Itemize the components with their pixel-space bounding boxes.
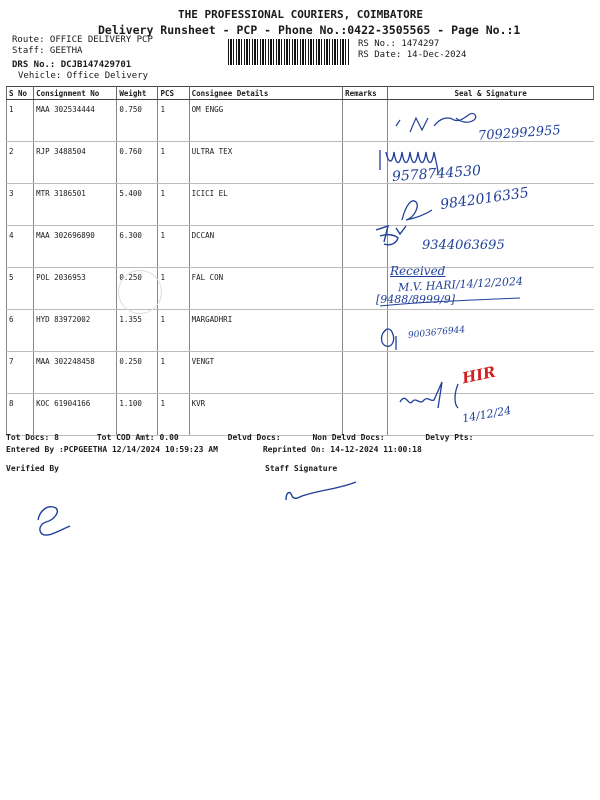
cell-remarks (343, 226, 388, 268)
hw-row2-phone: 9578744530 (391, 162, 482, 186)
rs-number: RS No.: 1474297 (358, 39, 440, 49)
cell-weight: 1.355 (117, 310, 158, 352)
cell-sno: 7 (7, 352, 34, 394)
cell-consignment: RJP 3488504 (34, 142, 117, 184)
hw-row1-phone: 7092992955 (477, 123, 562, 144)
hw-row8-red-mark: HIR (460, 362, 498, 388)
cell-consignment: KOC 61904166 (34, 394, 117, 436)
cell-consignment: POL 2036953 (34, 268, 117, 310)
cell-pcs: 1 (158, 142, 189, 184)
delvy-pts: Delvy Pts: (425, 433, 474, 442)
cell-pcs: 1 (158, 352, 189, 394)
company-name: THE PROFESSIONAL COURIERS, COIMBATORE (178, 8, 424, 21)
cell-weight: 0.760 (117, 142, 158, 184)
cell-remarks (343, 394, 388, 436)
verified-by-label: Verified By (6, 464, 59, 473)
cell-sno: 6 (7, 310, 34, 352)
cell-remarks (343, 142, 388, 184)
hw-row3-phone: 9842016335 (439, 184, 530, 214)
cell-sno: 2 (7, 142, 34, 184)
cell-pcs: 1 (158, 268, 189, 310)
cell-consignment: MTR 3186501 (34, 184, 117, 226)
hw-row4-phone: 9344063695 (422, 238, 505, 253)
hw-row5-number: [9488/8999/9] (376, 293, 455, 306)
cell-pcs: 1 (158, 226, 189, 268)
drs-number: DRS No.: DCJB147429701 (12, 60, 132, 70)
non-delvd-docs: Non Delvd Docs: (312, 433, 385, 442)
cell-sno: 8 (7, 394, 34, 436)
vehicle-label: Vehicle: Office Delivery (18, 71, 149, 81)
col-seal-signature: Seal & Signature (388, 87, 594, 100)
table-row (7, 310, 594, 352)
reprinted-on: Reprinted On: 14-12-2024 11:00:18 (262, 445, 422, 454)
col-consignee: Consignee Details (189, 87, 343, 100)
cell-sno: 3 (7, 184, 34, 226)
runsheet-title: Delivery Runsheet - PCP - Phone No.:0422-3505565 - Page No.:1 (98, 23, 521, 37)
cell-weight: 6.300 (117, 226, 158, 268)
cell-sno: 1 (7, 100, 34, 142)
delvd-docs: Delvd Docs: (227, 433, 281, 442)
tot-cod-amt: Tot COD Amt: 0.00 (96, 433, 179, 442)
cell-remarks (343, 100, 388, 142)
cell-weight: 1.100 (117, 394, 158, 436)
cell-sno: 5 (7, 268, 34, 310)
faint-stamp-mark (118, 270, 162, 314)
table-row (7, 142, 594, 184)
col-pcs: PCS (158, 87, 189, 100)
barcode (228, 39, 350, 65)
tot-docs: Tot Docs: 8 (6, 433, 59, 442)
entered-by: Entered By :PCPGEETHA 12/14/2024 10:59:23 AM (6, 445, 218, 454)
summary-line (6, 433, 473, 442)
cell-remarks (343, 310, 388, 352)
cell-consignee: ICICI EL (189, 184, 343, 226)
hw-row5-name-date: M.V. HARI/14/12/2024 (397, 274, 524, 295)
cell-pcs: 1 (158, 310, 189, 352)
cell-weight: 0.750 (117, 100, 158, 142)
cell-consignee: OM ENGG (189, 100, 343, 142)
hw-row6-phone: 9003676944 (407, 325, 466, 341)
cell-pcs: 1 (158, 100, 189, 142)
cell-remarks (343, 352, 388, 394)
cell-pcs: 1 (158, 184, 189, 226)
hw-row5-received: Received (390, 264, 446, 278)
cell-sno: 4 (7, 226, 34, 268)
table-header-row (7, 87, 594, 100)
table-row (7, 226, 594, 268)
cell-weight: 0.250 (117, 352, 158, 394)
cell-weight: 0.250 (117, 268, 158, 310)
cell-consignee: KVR (189, 394, 343, 436)
cell-consignee: VENGT (189, 352, 343, 394)
cell-consignee: DCCAN (189, 226, 343, 268)
verified-by-signature (38, 507, 70, 535)
staff-label: Staff: GEETHA (12, 46, 83, 56)
cell-consignee: ULTRA TEX (189, 142, 343, 184)
col-sno: S No (7, 87, 34, 100)
entry-line (6, 445, 422, 454)
cell-consignee: FAL CON (189, 268, 343, 310)
cell-pcs: 1 (158, 394, 189, 436)
cell-consignment: HYD 83972002 (34, 310, 117, 352)
hw-row8-date: 14/12/24 (461, 403, 513, 426)
staff-signature-label: Staff Signature (265, 464, 338, 473)
cell-consignment: MAA 302696890 (34, 226, 117, 268)
col-remarks: Remarks (343, 87, 388, 100)
col-consignment: Consignment No (34, 87, 117, 100)
cell-consignee: MARGADHRI (189, 310, 343, 352)
cell-weight: 5.400 (117, 184, 158, 226)
route-label: Route: OFFICE DELIVERY PCP (12, 35, 153, 45)
cell-consignment: MAA 302248458 (34, 352, 117, 394)
col-weight: Weight (117, 87, 158, 100)
staff-signature-mark (286, 482, 356, 500)
table-row (7, 352, 594, 394)
cell-consignment: MAA 302534444 (34, 100, 117, 142)
cell-remarks (343, 184, 388, 226)
rs-date: RS Date: 14-Dec-2024 (358, 50, 467, 60)
